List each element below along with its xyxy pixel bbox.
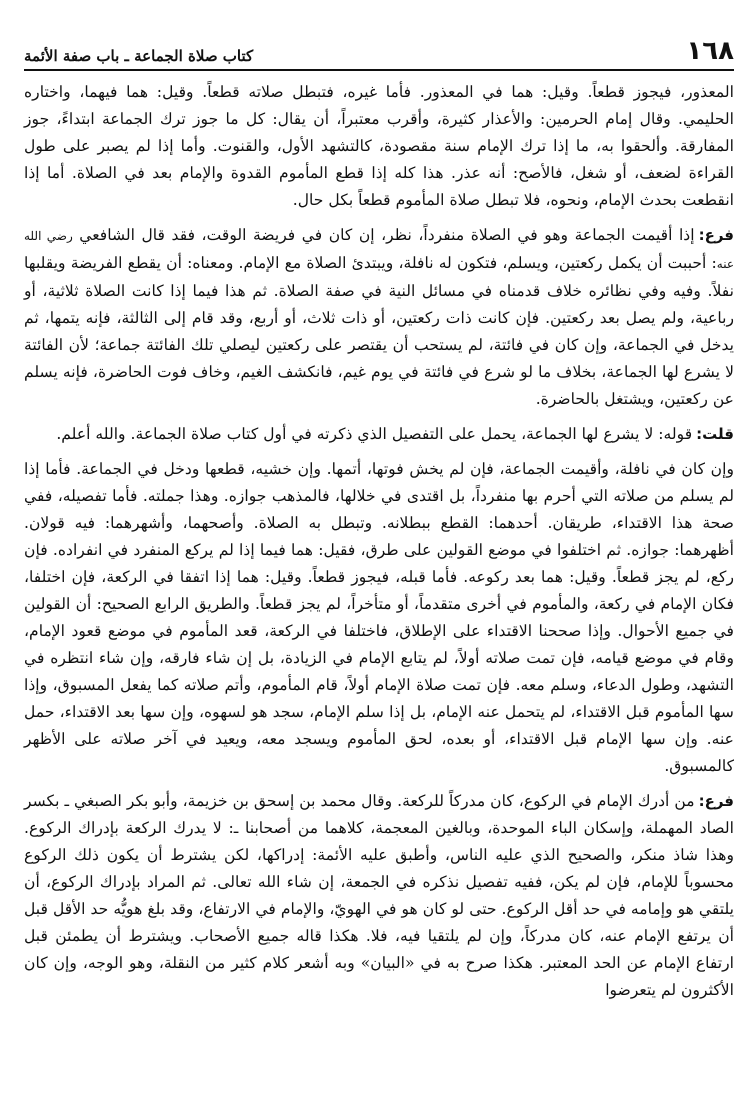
body-text bbox=[24, 79, 734, 1004]
paragraph-text: قوله: لا يشرع لها الجماعة، يحمل على التفصيل الذي ذكرته في أول كتاب صلاة الجماعة. والله أعلم. bbox=[56, 425, 693, 443]
running-title: كتاب صلاة الجماعة ـ باب صفة الأئمة bbox=[24, 47, 254, 65]
paragraph-keyword: قلت: bbox=[696, 425, 734, 443]
paragraph-2 bbox=[24, 222, 734, 413]
paragraph-text: المعذور، فيجوز قطعاً. وقيل: هما في المعذور. فأما غيره، فتبطل صلاته قطعاً. وقيل: هما فيهما، واختاره الحليمي. وقال إمام الحرمين: والأعذار كثيرة، وأقرب معتبراً، أن يقال: كل ما جوز ترك الجماعة ابتداءً، جوز المفارقة. وألحقوا به، ما إذا ترك الإمام سنة مقصودة، كالتشهد الأول، والقنوت. وأما إذا لم يصبر على طول القراءة لضعف، أو شغل، فالأصح: أنه عذر. هذا كله إذا قطع المأموم القدوة والإمام بعد في الصلاة. أما إذا انقطعت بحدث الإمام، ونحوه، فلا تبطل صلاة المأموم قطعاً بكل حال. bbox=[24, 83, 734, 209]
page-header bbox=[24, 30, 734, 66]
paragraph-keyword: فرع: bbox=[698, 792, 734, 810]
paragraph-text: وإن كان في نافلة، وأقيمت الجماعة، فإن لم يخش فوتها، أتمها. وإن خشيه، قطعها ودخل في الجماعة. فأما إذا لم يسلم من صلاته التي أحرم بها منفرداً، بل اقتدى في خلالها، فالمذهب جوازه. وهذا جملته. فأما تفصيله، ففي صحة هذا الاقتداء، طريقان. أحدهما: القطع ببطلانه. وتبطل به الصلاة. وأصحهما، وأشهرهما: فيه قولان. أظهرهما: جوازه. ثم اختلفوا في موضع القولين على طرق، فقيل: هما فيما إذا لم يركع المنفرد في انفراده. فإن ركع، لم يجز قطعاً. وقيل: هما بعد ركوعه. فأما قبله، فيجوز قطعاً. وقيل: هما إذا اتفقا في الركعة، فإن اختلفا، فكان الإمام في ركعة، والمأموم في أخرى متقدماً، أو متأخراً، لم يجز قطعاً. والطريق الرابع الصحيح: أن القولين في جميع الأحوال. وإذا صححنا الاقتداء على الإطلاق، فاختلفا في الركعة، قعد المأموم في موضع قعود الإمام، وقام في موضع قيامه، فإن تمت صلاته أولاً، لم يتابع الإمام في الزيادة، بل إن شاء فارقه، وإن شاء انتظره في التشهد، وطول الدعاء، وسلم معه. فإن تمت صلاة الإمام أولاً، قام المأموم، وأتم صلاته كما يفعل المسبوق، وإذا سها المأموم قبل الاقتداء، لم يتحمل عنه الإمام، بل إذا سلم الإمام، سجد هو لسهوه، وإن سها بعد الاقتداء، حمل عنه. وإن سها الإمام قبل الاقتداء، أو بعده، لحق المأموم ويسجد معه، ويعيد في آخر صلاته على الأظهر كالمسبوق. bbox=[24, 460, 734, 775]
paragraph-keyword: فرع: bbox=[698, 226, 734, 244]
header-rule bbox=[24, 69, 734, 71]
paragraph-1 bbox=[24, 79, 734, 214]
paragraph-5 bbox=[24, 788, 734, 1004]
paragraph-text: : أحببت أن يكمل ركعتين، ويسلم، فتكون له نافلة، ويبتدئ الصلاة مع الإمام. ومعناه: أن يقطع الفريضة ويقلبها نفلاً. وفيه وفي نظائره خلاف قدمناه في مسائل النية في صفة الصلاة. ثم هذا فيما إذا كانت الصلاة ثلاثية، أو رباعية، ولم يصل بعد ركعتين. فإن كانت ذات ركعتين، أو ذات ثلاث، أو أربع، وقد قام إلى الثالثة، فإنه يتمها، ثم يدخل في الجماعة، وإن كان في فائتة، لم يستحب أن يقتصر على ركعتين ليصلي تلك الفائتة جماعة؛ لأن الفائتة لا يشرع لها الجماعة، بخلاف ما لو شرع في فائتة في يوم غيم، فانكشف الغيم، وخاف فوت الحاضرة، فإنه يسلم عن ركعتين، ويشتغل بالحاضرة. bbox=[24, 254, 734, 408]
paragraph-4 bbox=[24, 456, 734, 780]
paragraph-text: من أدرك الإمام في الركوع، كان مدركاً للركعة. وقال محمد بن إسحق بن خزيمة، وأبو بكر الصبغي ـ بكسر الصاد المهملة، وإسكان الباء الموحدة، وبالغين المعجمة، كلاهما من أصحابنا ـ: لا يدرك الركعة بإدراك الركوع. وهذا شاذ منكر، والصحيح الذي عليه الناس، وأطبق عليه الأئمة: إدراكها، لكن يشترط أن يكون ذلك الركوع محسوباً للإمام، فإن لم يكن، ففيه تفصيل نذكره في الجمعة، إن شاء الله تعالى. ثم المراد بإدراك الركوع، أن يلتقي هو وإمامه في حد أقل الركوع. حتى لو كان هو في الهويّ، والإمام في الارتفاع، وقد بلغ هويُّه حد الأقل قبل أن يرتفع الإمام عنه، كان مدركاً، وإن لم يلتقيا فيه، فلا. هكذا قاله جميع الأصحاب. ويشترط أن يطمئن قبل ارتفاع الإمام عن الحد المعتبر. هكذا صرح به في «البيان» وبه أشعر كلام كثير من النقلة، وهو الوجه، وإن كان الأكثرون لم يتعرضوا bbox=[24, 792, 734, 999]
paragraph-text-before: إذا أقيمت الجماعة وهو في الصلاة منفرداً، نظر، إن كان في فريضة الوقت، فقد قال الشافعي bbox=[79, 226, 695, 244]
honorific-mark: رضي الله عنه bbox=[24, 229, 734, 271]
paragraph-3 bbox=[24, 421, 734, 448]
page-number: ١٦٨ bbox=[686, 36, 734, 66]
document-page bbox=[24, 30, 734, 1102]
